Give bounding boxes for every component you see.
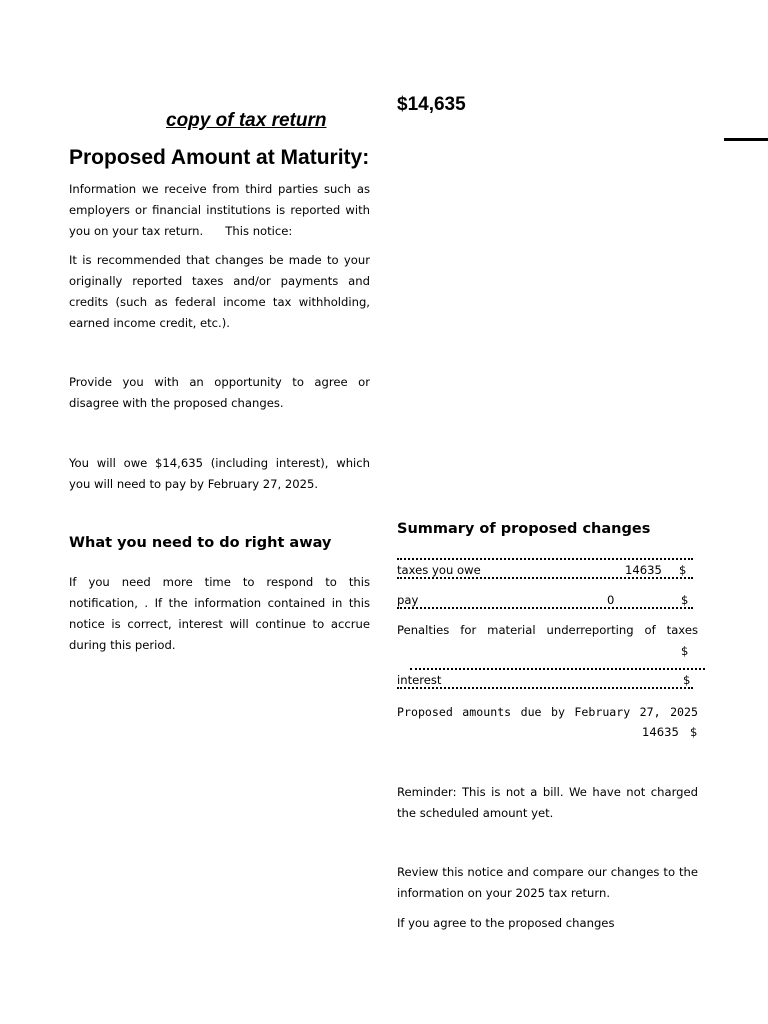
summary-row-label: Penalties for material underreporting of taxes — [397, 623, 698, 637]
reminder-paragraph: Reminder: This is not a bill. We have not charged the scheduled amount yet. — [397, 785, 698, 820]
action-heading: What you need to do right away — [69, 535, 332, 551]
dotted-divider — [397, 607, 693, 609]
review-paragraph: Review this notice and compare our changes to the information on your 2025 tax return. — [397, 865, 698, 900]
summary-row-value: 14635 — [625, 563, 662, 577]
dotted-divider — [397, 687, 693, 689]
summary-row-label: taxes you owe — [397, 563, 481, 577]
edge-rule — [724, 138, 768, 141]
due-line-amount — [397, 722, 698, 742]
summary-row-value: 0 — [607, 593, 615, 607]
intro-paragraph: Information we receive from third parties such as employers or financial institutions is reported with you on your tax return. This notice: — [69, 182, 370, 238]
summary-row-label: pay — [397, 593, 419, 607]
page-title: Proposed Amount at Maturity: — [69, 146, 370, 169]
recommendation-paragraph: It is recommended that changes be made to your originally reported taxes and/or payments and credits (such as federal income tax withholding, earned income credit, etc.). — [69, 253, 370, 330]
due-currency: $ — [690, 725, 698, 739]
due-value: 14635 — [642, 725, 679, 739]
summary-row-currency: $ — [679, 563, 687, 577]
summary-row-label: interest — [397, 673, 442, 687]
summary-row-currency: $ — [681, 644, 689, 658]
action-paragraph: If you need more time to respond to this notification, . If the information contained in this notice is correct, interest will continue to accrue during this period. — [69, 575, 370, 652]
summary-row-currency: $ — [681, 593, 689, 607]
amount-owed-paragraph: You will owe $14,635 (including interest), which you will need to pay by February 27, 2025. — [69, 456, 370, 491]
summary-row-penalties — [397, 620, 698, 662]
copy-label: copy of tax return — [166, 110, 327, 131]
summary-row-currency: $ — [683, 673, 691, 687]
summary-heading: Summary of proposed changes — [397, 521, 651, 537]
due-line-label: Proposed amounts due by February 27, 2025 — [397, 705, 698, 719]
total-amount: $14,635 — [397, 94, 466, 115]
opportunity-paragraph: Provide you with an opportunity to agree or disagree with the proposed changes. — [69, 375, 370, 410]
agree-paragraph: If you agree to the proposed changes — [397, 916, 615, 930]
dotted-divider — [397, 577, 693, 579]
